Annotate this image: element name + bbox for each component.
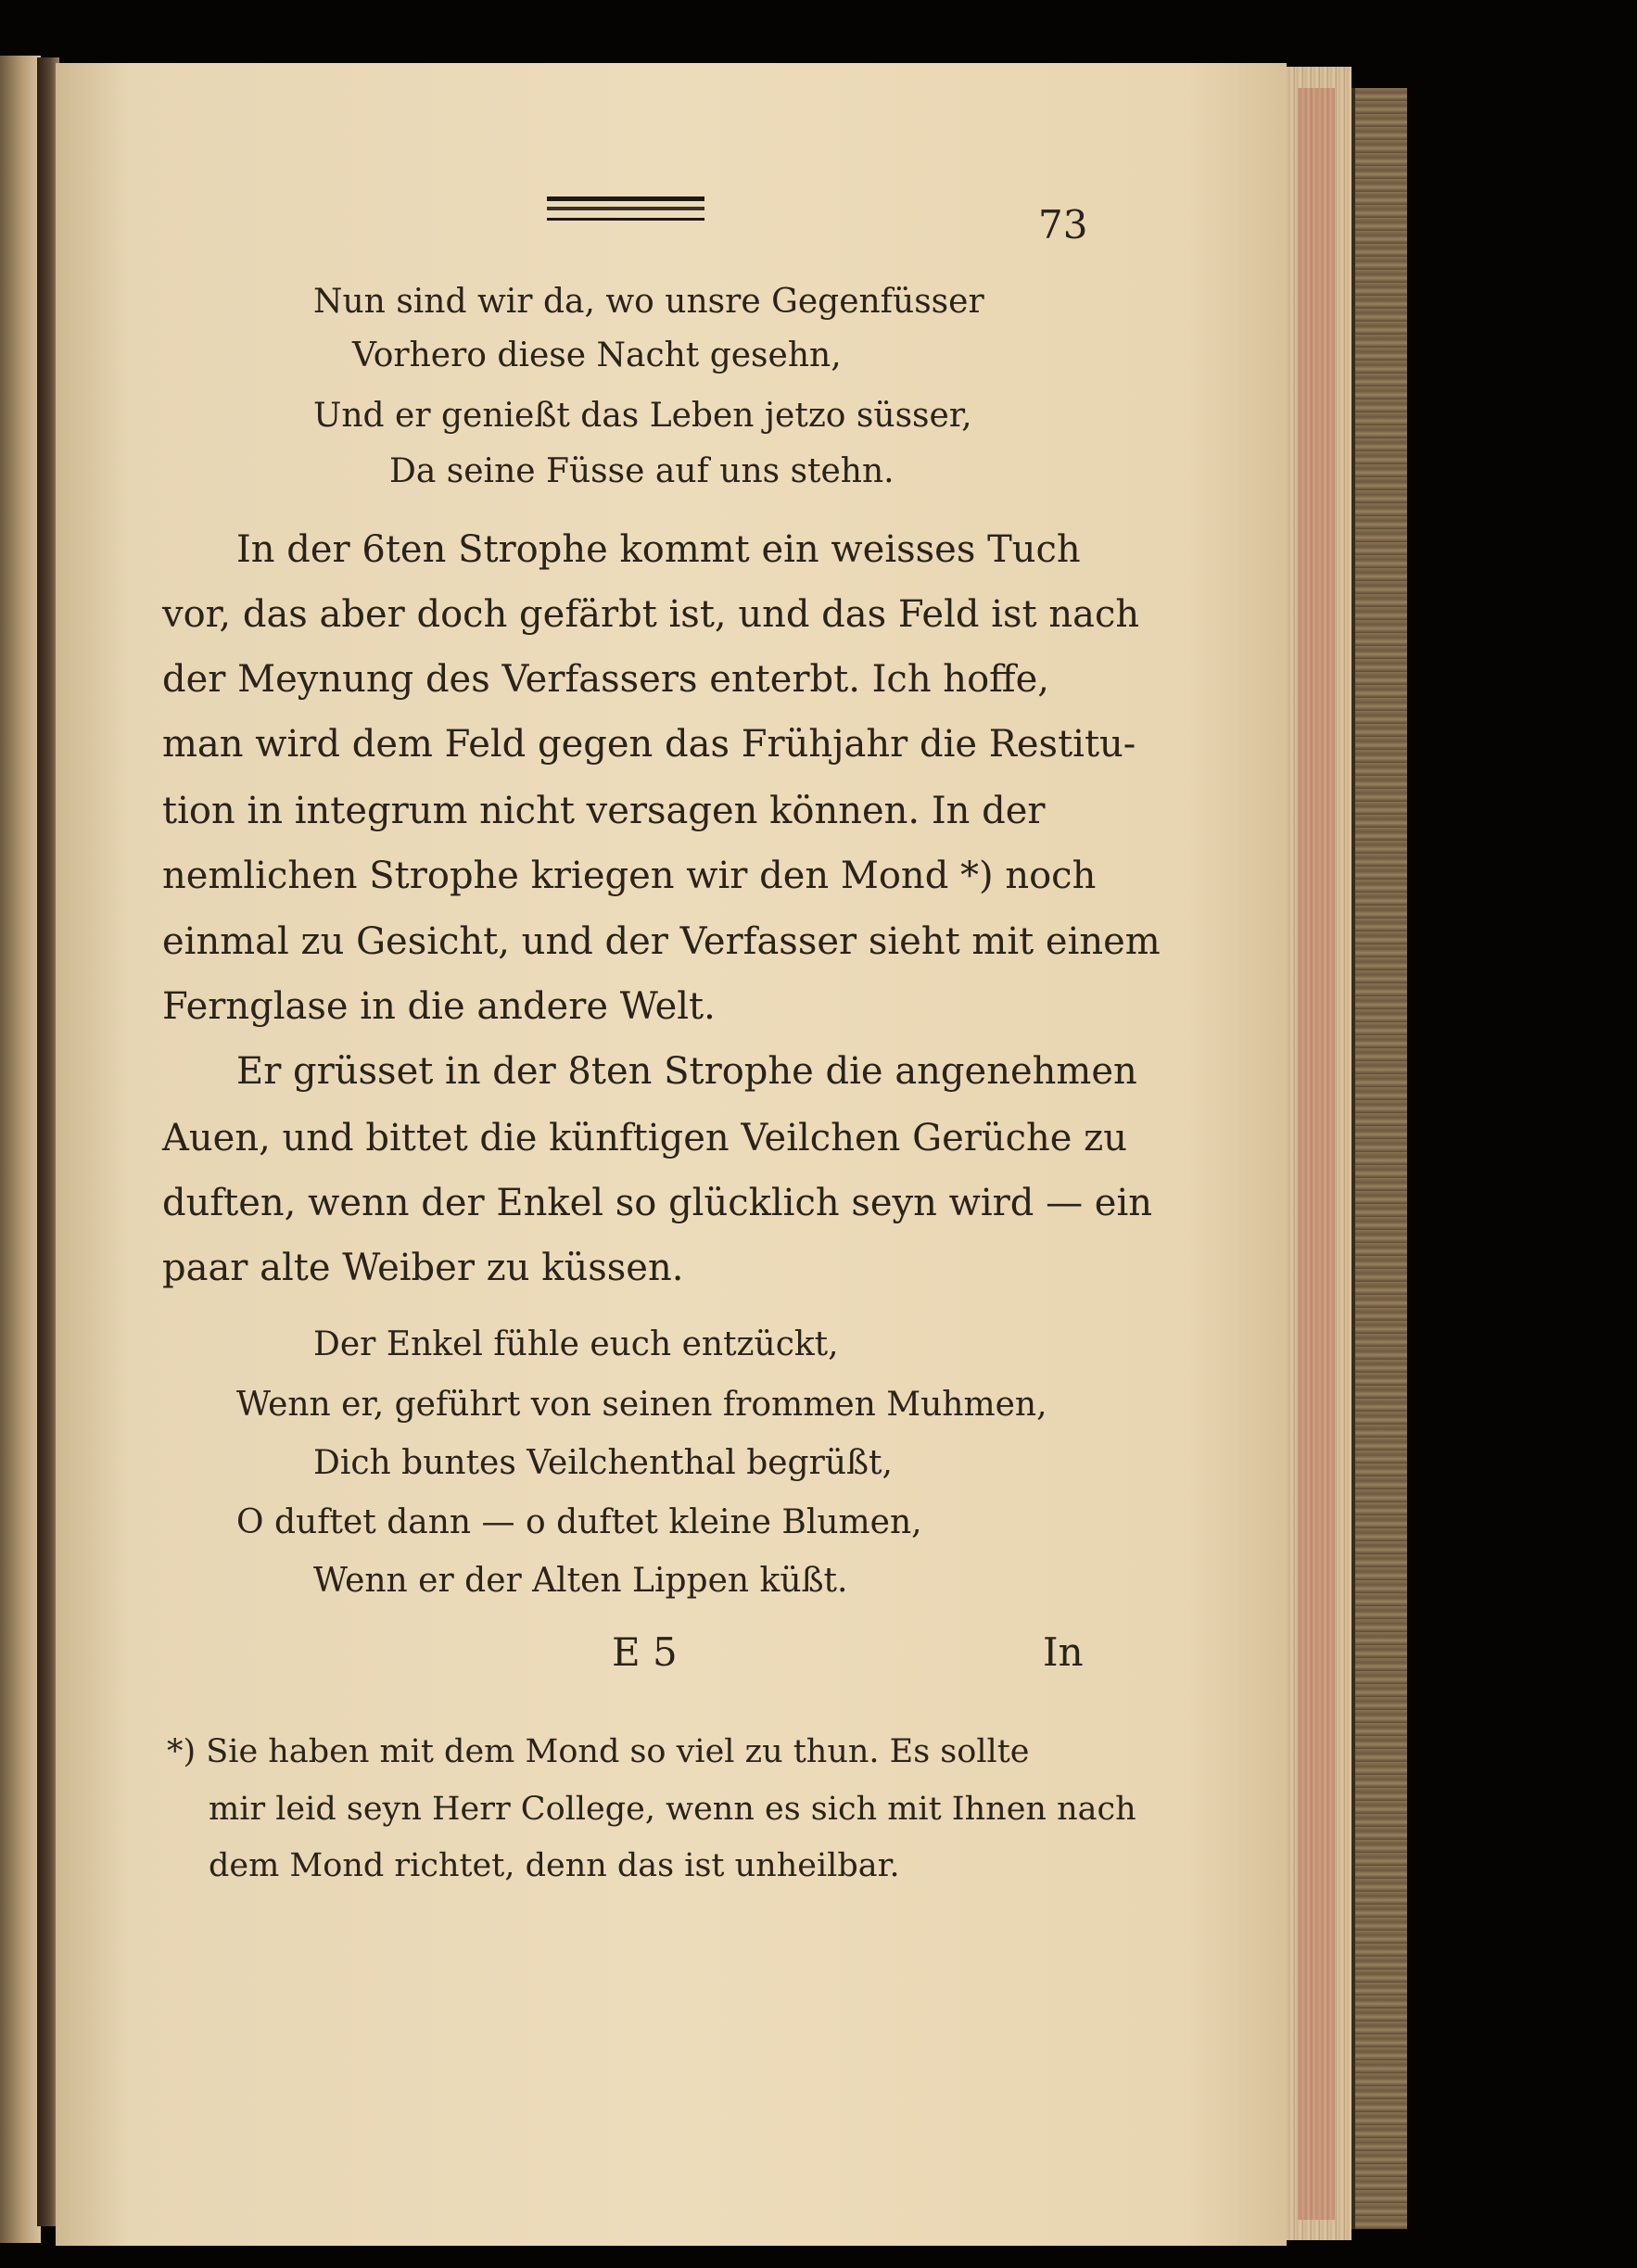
verse-1-line-3: Und er genießt das Leben jetzo süsser,	[313, 397, 972, 435]
paragraph-2-line-3: duften, wenn der Enkel so glücklich seyn wird — ein	[162, 1182, 1153, 1224]
footnote-line-1: *) Sie haben mit dem Mond so viel zu thun. Es sollte	[167, 1733, 1030, 1770]
verse-1-line-4: Da seine Füsse auf uns stehn.	[389, 452, 895, 490]
verse-2-line-2: Wenn er, geführt von seinen frommen Muhmen,	[236, 1386, 1047, 1424]
paragraph-2-line-1: Er grüsset in der 8ten Strophe die angenehmen	[236, 1050, 1137, 1093]
paragraph-2-line-4: paar alte Weiber zu küssen.	[162, 1247, 684, 1289]
red-page-edges	[1298, 88, 1335, 2220]
paragraph-1-line-4: man wird dem Feld gegen das Frühjahr die Restitu-	[162, 723, 1136, 766]
paragraph-1-line-8: Fernglase in die andere Welt.	[162, 985, 716, 1028]
footnote-line-3: dem Mond richtet, denn das ist unheilbar.	[209, 1847, 900, 1884]
verse-2-line-5: Wenn er der Alten Lippen küßt.	[313, 1562, 848, 1600]
paragraph-1-line-1: In der 6ten Strophe kommt ein weisses Tuch	[236, 528, 1081, 571]
verse-2-line-1: Der Enkel fühle euch entzückt,	[313, 1325, 839, 1363]
paragraph-1-line-6: nemlichen Strophe kriegen wir den Mond *) noch	[162, 855, 1097, 897]
header-rule	[547, 196, 704, 221]
paragraph-1-line-3: der Meynung des Verfassers enterbt. Ich hoffe,	[162, 658, 1049, 701]
footnote-line-2: mir leid seyn Herr College, wenn es sich mit Ihnen nach	[209, 1791, 1136, 1828]
verse-1-line-2: Vorhero diese Nacht gesehn,	[352, 336, 842, 374]
page-number: 73	[1038, 202, 1088, 247]
verse-2-line-3: Dich buntes Veilchenthal begrüßt,	[313, 1444, 893, 1482]
verse-1-line-1: Nun sind wir da, wo unsre Gegenfüsser	[313, 283, 984, 321]
facing-page-edge	[0, 56, 41, 2243]
paragraph-1-line-7: einmal zu Gesicht, und der Verfasser sieht mit einem	[162, 920, 1161, 963]
paragraph-1-line-5: tion in integrum nicht versagen können. In der	[162, 790, 1046, 832]
book-cover-edge	[1351, 88, 1407, 2229]
catchword: In	[1043, 1629, 1084, 1675]
verse-2-line-4: O duftet dann — o duftet kleine Blumen,	[236, 1503, 922, 1541]
paragraph-1-line-2: vor, das aber doch gefärbt ist, und das Feld ist nach	[162, 593, 1140, 636]
paragraph-2-line-2: Auen, und bittet die künftigen Veilchen Gerüche zu	[162, 1117, 1128, 1159]
signature-mark: E 5	[612, 1629, 678, 1675]
